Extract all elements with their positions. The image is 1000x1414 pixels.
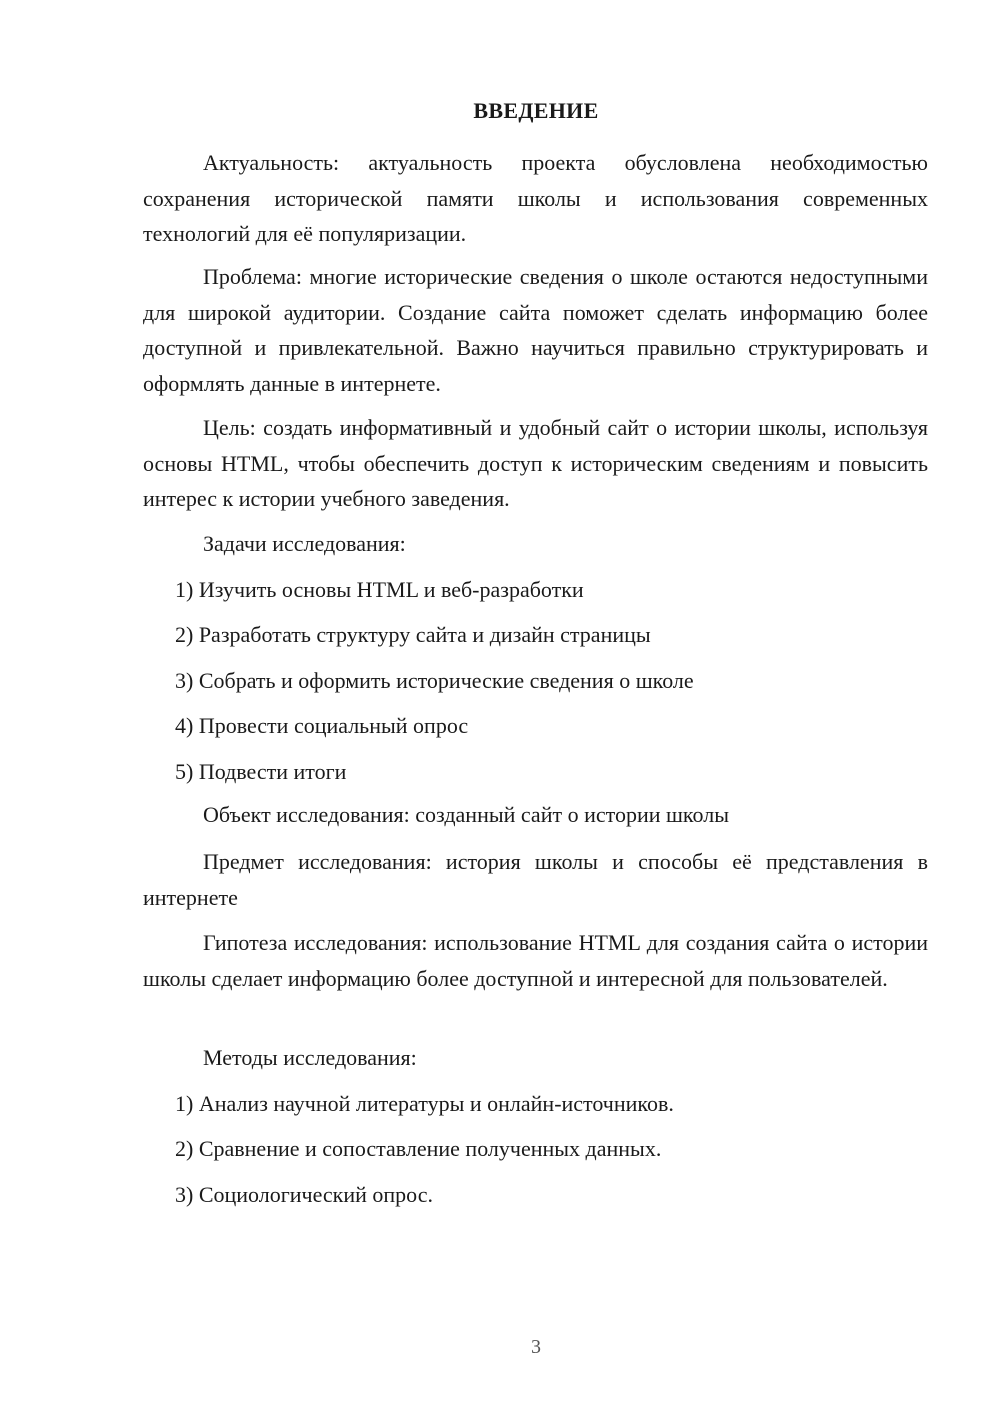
tasks-section bbox=[143, 526, 928, 789]
methods-section bbox=[143, 1040, 928, 1212]
task-item: 1) Изучить основы HTML и веб-разработки bbox=[175, 576, 584, 602]
hypothesis-paragraph: Гипотеза исследования: использование HTML для создания сайта о истории школы сделает информацию более доступной и интересной для пользователей. bbox=[143, 930, 928, 991]
task-item: 3) Собрать и оформить исторические сведения о школе bbox=[175, 667, 694, 693]
relevance-paragraph: Актуальность: актуальность проекта обусловлена необходимостью сохранения исторической памяти школы и использования современных технологий для её популяризации. bbox=[143, 150, 928, 246]
method-item: 2) Сравнение и сопоставление полученных данных. bbox=[175, 1136, 662, 1161]
task-item: 5) Подвести итоги bbox=[175, 758, 347, 784]
page-number: 3 bbox=[531, 1336, 541, 1358]
task-item: 2) Разработать структуру сайта и дизайн страницы bbox=[175, 622, 651, 647]
tasks-heading: Задачи исследования: bbox=[203, 531, 406, 556]
methods-heading: Методы исследования: bbox=[203, 1045, 417, 1070]
goal-paragraph: Цель: создать информативный и удобный сайт о истории школы, используя основы HTML, чтобы обеспечить доступ к историческим сведениям и повысить интерес к истории учебного заведения. bbox=[143, 415, 928, 511]
section-title: ВВЕДЕНИЕ bbox=[473, 98, 599, 123]
object-paragraph: Объект исследования: созданный сайт о истории школы bbox=[203, 802, 729, 827]
task-item: 4) Провести социальный опрос bbox=[175, 713, 469, 738]
problem-paragraph: Проблема: многие исторические сведения о школе остаются недоступными для широкой аудитории. Создание сайта поможет сделать информацию более доступной и привлекательной. Важно научиться правильно структурировать и оформлять данные в интернете. bbox=[143, 264, 928, 396]
method-item: 3) Социологический опрос. bbox=[175, 1181, 433, 1207]
subject-paragraph: Предмет исследования: история школы и способы её представления в интернете bbox=[143, 849, 928, 910]
method-item: 1) Анализ научной литературы и онлайн-источников. bbox=[175, 1090, 674, 1116]
